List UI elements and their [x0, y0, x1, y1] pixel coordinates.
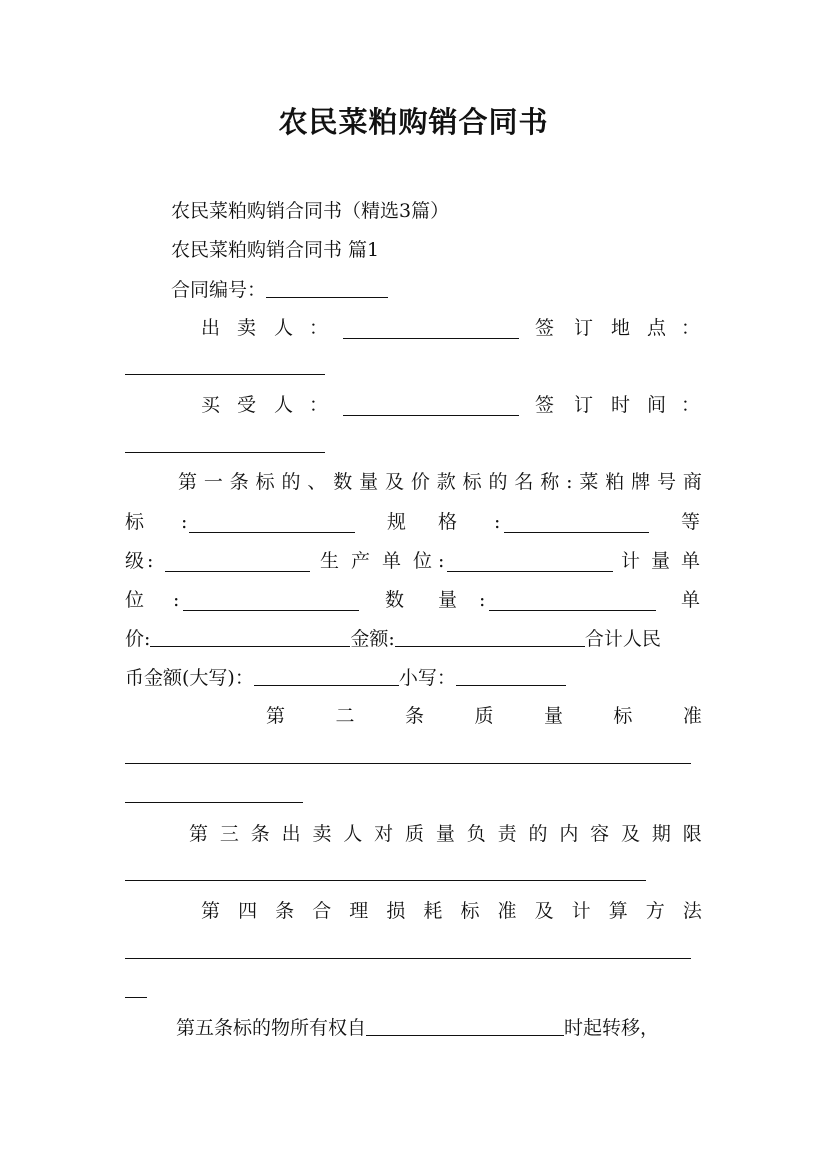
buyer-label-2: 受: [237, 394, 257, 416]
buyer-label-3: 人: [274, 394, 294, 416]
sign-time-label-1: 签: [535, 394, 555, 416]
sign-place-label-4: 点: [647, 317, 667, 339]
contract-number-label: 合同编号：: [171, 279, 267, 301]
buyer-blank: [343, 397, 519, 416]
part-heading: 农民菜粕购销合同书 篇1: [171, 239, 380, 261]
sign-time-label-4: 间: [647, 394, 667, 416]
sign-place-blank: [125, 374, 325, 375]
article-2-blank-2: [125, 802, 303, 803]
article-1-line-4: 位 : 数 量 : 单: [125, 589, 701, 611]
seller-blank: [343, 320, 519, 339]
article-2-heading: 第 二 条 质 量 标 准: [266, 705, 702, 727]
article-4-heading: 第 四 条 合 理 损 耗 标 准 及 计 算 方 法: [201, 900, 702, 922]
article-3-blank: [125, 880, 646, 881]
sign-place-label-1: 签: [535, 317, 555, 339]
article-4-blank-1: [125, 958, 691, 959]
contract-number-blank: [266, 279, 388, 298]
sign-place-label-5: ：: [681, 317, 701, 339]
seller-label-2: 卖: [237, 317, 257, 339]
seller-label-3: 人: [274, 317, 294, 339]
document-title: 农民菜粕购销合同书: [278, 105, 549, 139]
article-2-blank-1: [125, 763, 691, 764]
sign-time-label-2: 订: [574, 394, 594, 416]
buyer-label-1: 买: [201, 394, 221, 416]
article-1-line-6: 币金额(大写)： 小写：: [125, 664, 566, 692]
buyer-line: [201, 391, 701, 419]
seller-label-4: ：: [309, 317, 329, 339]
sign-place-label-2: 订: [574, 317, 594, 339]
article-1-line-3: 级 : 生 产 单 位 : 计 量 单: [125, 550, 701, 572]
sign-time-blank: [125, 452, 325, 453]
document-subtitle: 农民菜粕购销合同书（精选3篇）: [171, 200, 450, 222]
article-5-line: 第五条标的物所有权自 时起转移，: [176, 1017, 660, 1039]
sign-time-label-5: ：: [681, 394, 701, 416]
article-1-line-5: 价: 金额: 合计人民: [125, 628, 661, 650]
seller-label-1: 出: [201, 317, 221, 339]
sign-place-label-3: 地: [611, 317, 631, 339]
contract-number-line: [171, 276, 388, 304]
article-1-line-2: 标 : 规 格 : 等: [125, 511, 701, 533]
article-1-line-1: 第 一 条 标 的 、 数 量 及 价 款 标 的 名 称 : 菜 粕 牌 号 商: [178, 471, 702, 493]
seller-line: [201, 314, 701, 342]
buyer-label-4: ：: [309, 394, 329, 416]
sign-time-label-3: 时: [611, 394, 631, 416]
article-3-heading: 第 三 条 出 卖 人 对 质 量 负 责 的 内 容 及 期 限: [189, 823, 702, 845]
article-4-blank-2: [125, 997, 147, 998]
